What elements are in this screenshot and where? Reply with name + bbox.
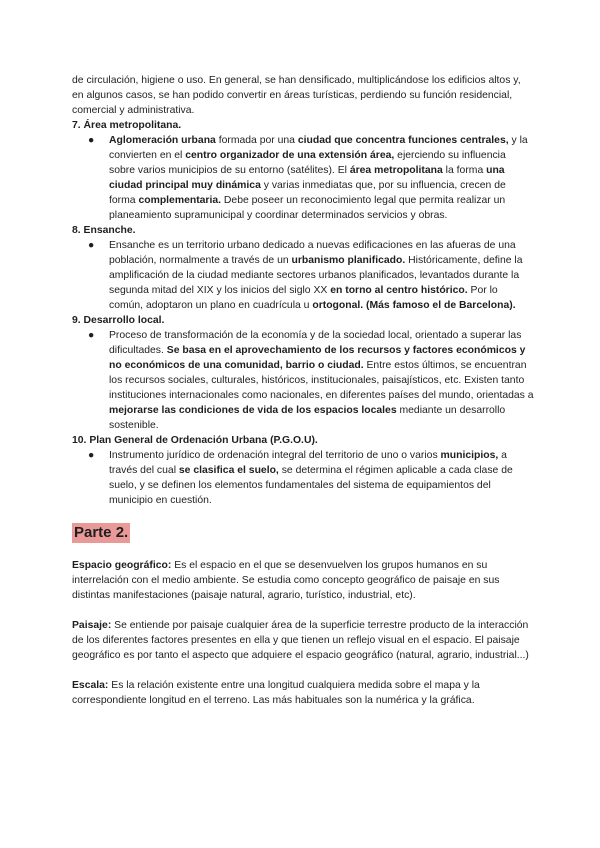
text-run: y la convierten en el [109, 135, 528, 161]
spacer [72, 663, 534, 678]
text-run: a través del cual [109, 450, 507, 476]
text-run: Por lo común, adoptaron un plano en cuadrícula u [109, 285, 498, 311]
text-run: mediante un desarrollo sostenible. [109, 405, 506, 431]
text-run: urbanismo planificado. [291, 255, 406, 266]
section-heading: 7. Área metropolitana. [72, 120, 182, 131]
text-run: se clasifica el suelo, [178, 465, 279, 476]
definition-espacio-geografico [72, 558, 534, 603]
definition-text: Es el espacio en el que se desenvuelven los grupos humanos en su interrelación con el medio ambiente. Se estudia como concepto geográfico de paisaje en sus distintas manifestaciones (paisaje natural, agrario, turístico, industrial, etc). [72, 560, 500, 601]
text-run: ciudad que concentra funciones centrales, [297, 135, 509, 146]
section-heading: 8. Ensanche. [72, 225, 136, 236]
document-page [72, 73, 534, 708]
text-run: se determina el régimen aplicable a cada clase de suelo, y se definen los elementos fundamentales del sistema de equipamientos del municipio en cuestión. [109, 465, 513, 506]
definition-text: Se entiende por paisaje cualquier área de la superficie terrestre producto de la interacción de los diferentes factores presentes en ella y que tienen un reflejo visual en el espacio. El paisaje geográfico es por tanto el aspecto que adquiere el espacio geográfico (natural, agrario, industrial...) [72, 620, 529, 661]
text-run: en torno al centro histórico. [330, 285, 468, 296]
text-run: la forma [442, 165, 487, 176]
text-run: Aglomeración urbana [109, 135, 216, 146]
bullet-item [72, 328, 534, 433]
section-9 [72, 313, 534, 433]
section-heading: 9. Desarrollo local. [72, 315, 165, 326]
section-8 [72, 223, 534, 313]
bullet-list [72, 238, 534, 313]
section-7 [72, 118, 534, 223]
text-run: ejerciendo su influencia sobre varios municipios de su entorno (satélites). El [109, 150, 506, 176]
definition-escala [72, 678, 534, 708]
text-run: centro organizador de una extensión área, [185, 150, 395, 161]
text-run: (Más famoso el de Barcelona). [366, 300, 516, 311]
text-run: mejorarse las condiciones de vida de los espacios locales [109, 405, 397, 416]
section-10 [72, 433, 534, 508]
spacer [72, 603, 534, 618]
definition-paisaje [72, 618, 534, 663]
text-run: una ciudad principal muy dinámica [109, 165, 505, 191]
bullet-item [72, 448, 534, 508]
bullet-list [72, 133, 534, 223]
text-run: municipios, [440, 450, 499, 461]
text-run: y varias inmediatas que, por su influencia, crecen de forma [109, 180, 506, 206]
bullet-icon: ● [88, 240, 95, 251]
text-run: Históricamente, define la amplificación de la ciudad mediante sectores urbanos planificados, levantados durante la segunda mitad del XIX y los inicios del siglo XX [109, 255, 523, 296]
text-run: Debe poseer un reconocimiento legal que permita realizar un planeamiento supramunicipal y coordinar determinados servicios y obras. [109, 195, 506, 221]
text-run: complementaria. [138, 195, 222, 206]
bullet-icon: ● [88, 450, 95, 461]
text-run: Proceso de transformación de la economía y de la sociedad local, orientado a superar las dificultades. [109, 330, 522, 356]
part-title: Parte 2. [74, 524, 129, 541]
bullet-item [72, 133, 534, 223]
text-run: Entre estos últimos, se encuentran los recursos sociales, culturales, históricos, institucionales, paisajísticos, etc. Existen tanto instituciones internacionales como nacionales, en diferentes países del mundo, orientadas a [109, 360, 534, 401]
bullet-list [72, 448, 534, 508]
section-heading: 10. Plan General de Ordenación Urbana (P.G.O.U). [72, 435, 318, 446]
bullet-icon: ● [88, 330, 95, 341]
definition-term: Espacio geográfico: [72, 560, 172, 571]
intro-text: de circulación, higiene o uso. En general, se han densificado, multiplicándose los edificios altos y, en algunos casos, se han podido convertir en áreas turísticas, perdiendo su función residencial, comercial y administrativa. [72, 75, 521, 116]
text-run: Instrumento jurídico de ordenación integral del territorio de uno o varios [109, 450, 441, 461]
definition-term: Paisaje: [72, 620, 112, 631]
intro-paragraph [72, 73, 534, 118]
definition-term: Escala: [72, 680, 109, 691]
bullet-icon: ● [88, 135, 95, 146]
text-run: Se basa en el aprovechamiento de los recursos y factores económicos y no económicos de una comunidad, barrio o ciudad. [109, 345, 526, 371]
bullet-list [72, 328, 534, 433]
text-run: formada por una [215, 135, 298, 146]
text-run: ortogonal. [312, 300, 364, 311]
bullet-item [72, 238, 534, 313]
text-run: área metropolitana [349, 165, 443, 176]
definition-text: Es la relación existente entre una longitud cualquiera medida sobre el mapa y la correspondiente longitud en el terreno. Las más habituales son la numérica y la gráfica. [72, 680, 480, 706]
text-run: Ensanche es un territorio urbano dedicado a nuevas edificaciones en las afueras de una población, normalmente a través de un [109, 240, 516, 266]
spacer [72, 543, 534, 558]
